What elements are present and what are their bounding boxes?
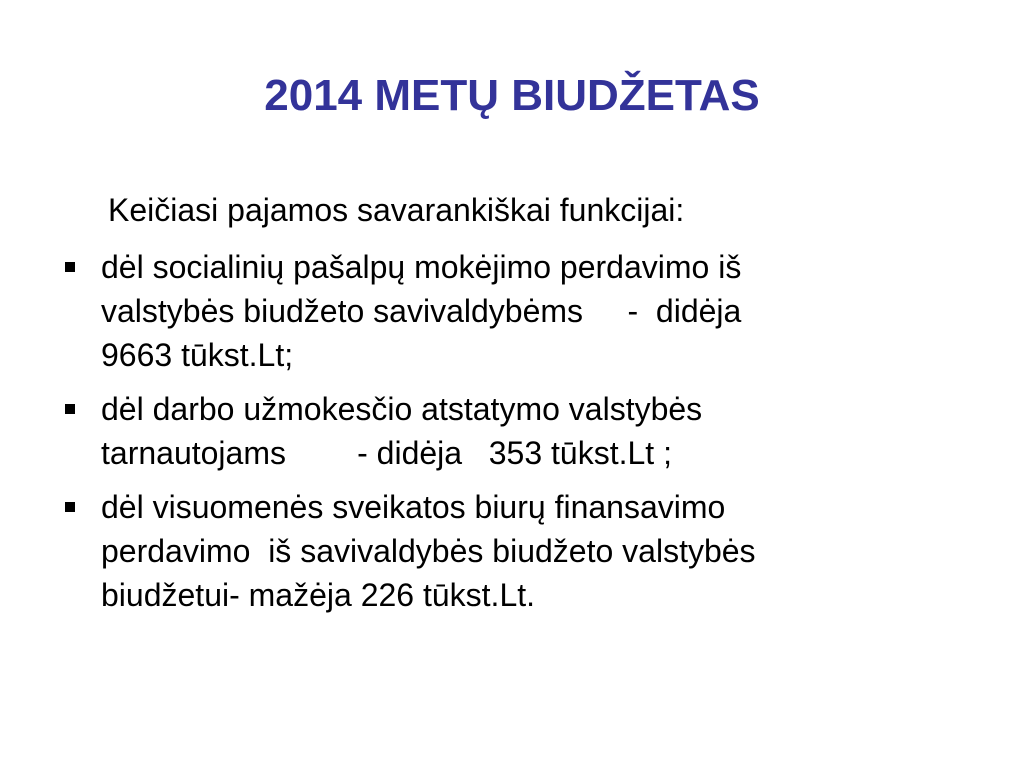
bullet-item-3 — [58, 485, 958, 617]
slide-title: 2014 METŲ BIUDŽETAS — [264, 71, 760, 120]
bullet-1-line-1: dėl socialinių pašalpų mokėjimo perdavimo iš — [101, 249, 742, 285]
bullet-1-line-2: valstybės biudžeto savivaldybėms - didėja — [101, 293, 742, 329]
bullet-list — [58, 245, 958, 627]
intro-text: Keičiasi pajamos savarankiškai funkcijai: — [108, 192, 685, 228]
bullet-item-2 — [58, 387, 958, 475]
bullet-3-line-1: dėl visuomenės sveikatos biurų finansavimo — [101, 489, 726, 525]
bullet-1-line-3: 9663 tūkst.Lt; — [101, 337, 294, 373]
bullet-item-1 — [58, 245, 958, 377]
bullet-3-line-3: biudžetui- mažėja 226 tūkst.Lt. — [101, 577, 536, 613]
square-bullet-icon — [65, 262, 75, 272]
bullet-2-line-2: tarnautojams - didėja 353 tūkst.Lt ; — [101, 435, 672, 471]
bullet-2-line-1: dėl darbo užmokesčio atstatymo valstybės — [101, 391, 703, 427]
square-bullet-icon — [65, 502, 75, 512]
square-bullet-icon — [65, 404, 75, 414]
bullet-3-line-2: perdavimo iš savivaldybės biudžeto valstybės — [101, 533, 756, 569]
